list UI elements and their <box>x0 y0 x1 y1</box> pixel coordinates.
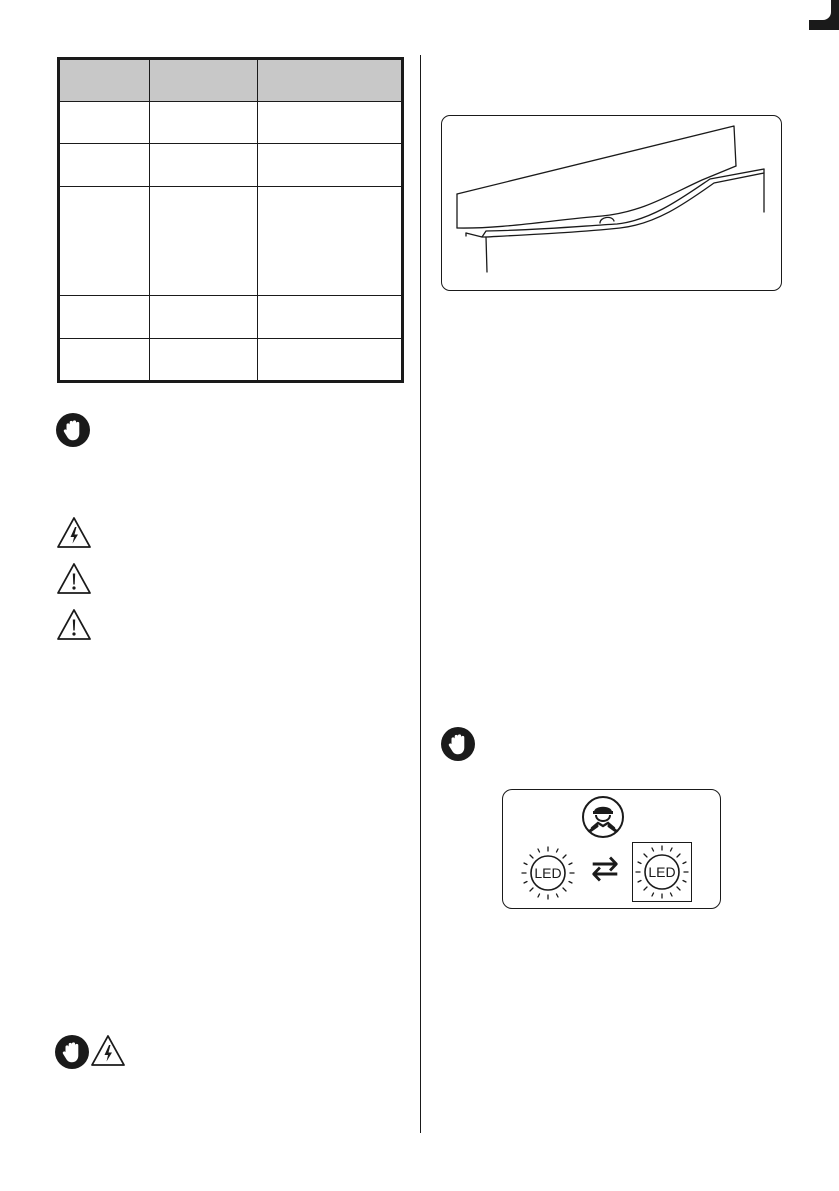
table-cell <box>60 102 150 144</box>
electric-warning-icon <box>90 1034 126 1068</box>
table-cell <box>150 144 258 186</box>
table-cell <box>150 338 258 380</box>
table-row <box>60 144 402 186</box>
led-label-left: LED <box>534 865 562 881</box>
table-row <box>60 186 402 295</box>
table-cell <box>258 296 402 338</box>
spec-table <box>57 57 404 383</box>
table-cell <box>60 338 150 380</box>
table-cell <box>60 296 150 338</box>
hand-stop-icon <box>55 412 91 448</box>
table-cell <box>258 338 402 380</box>
table-cell <box>258 102 402 144</box>
shelf-illustration <box>441 115 782 291</box>
exclamation-warning-icon <box>56 562 92 596</box>
led-lamp-icon <box>517 842 579 904</box>
table-header-cell <box>150 60 258 102</box>
table-row <box>60 338 402 380</box>
service-technician-icon <box>581 795 625 839</box>
hand-stop-icon <box>54 1034 90 1070</box>
table-header-cell <box>60 60 150 102</box>
led-replacement-figure <box>502 789 721 909</box>
table-row <box>60 102 402 144</box>
table-row <box>60 296 402 338</box>
table-cell <box>60 144 150 186</box>
table-cell <box>258 186 402 295</box>
table-cell <box>150 102 258 144</box>
exchange-arrows-icon: ⇄ <box>590 850 620 888</box>
exclamation-warning-icon <box>56 608 92 642</box>
table-cell <box>258 144 402 186</box>
corner-mark <box>809 0 839 30</box>
table-cell <box>60 186 150 295</box>
led-label-right: LED <box>648 864 676 880</box>
table-cell <box>150 296 258 338</box>
led-lamp-icon <box>631 841 693 903</box>
table-header-cell <box>258 60 402 102</box>
table-header-row <box>60 60 402 102</box>
table-cell <box>150 186 258 295</box>
column-divider <box>420 55 421 1133</box>
electric-warning-icon <box>56 516 92 550</box>
hand-stop-icon <box>440 726 476 762</box>
shelf-drawing <box>442 116 783 292</box>
